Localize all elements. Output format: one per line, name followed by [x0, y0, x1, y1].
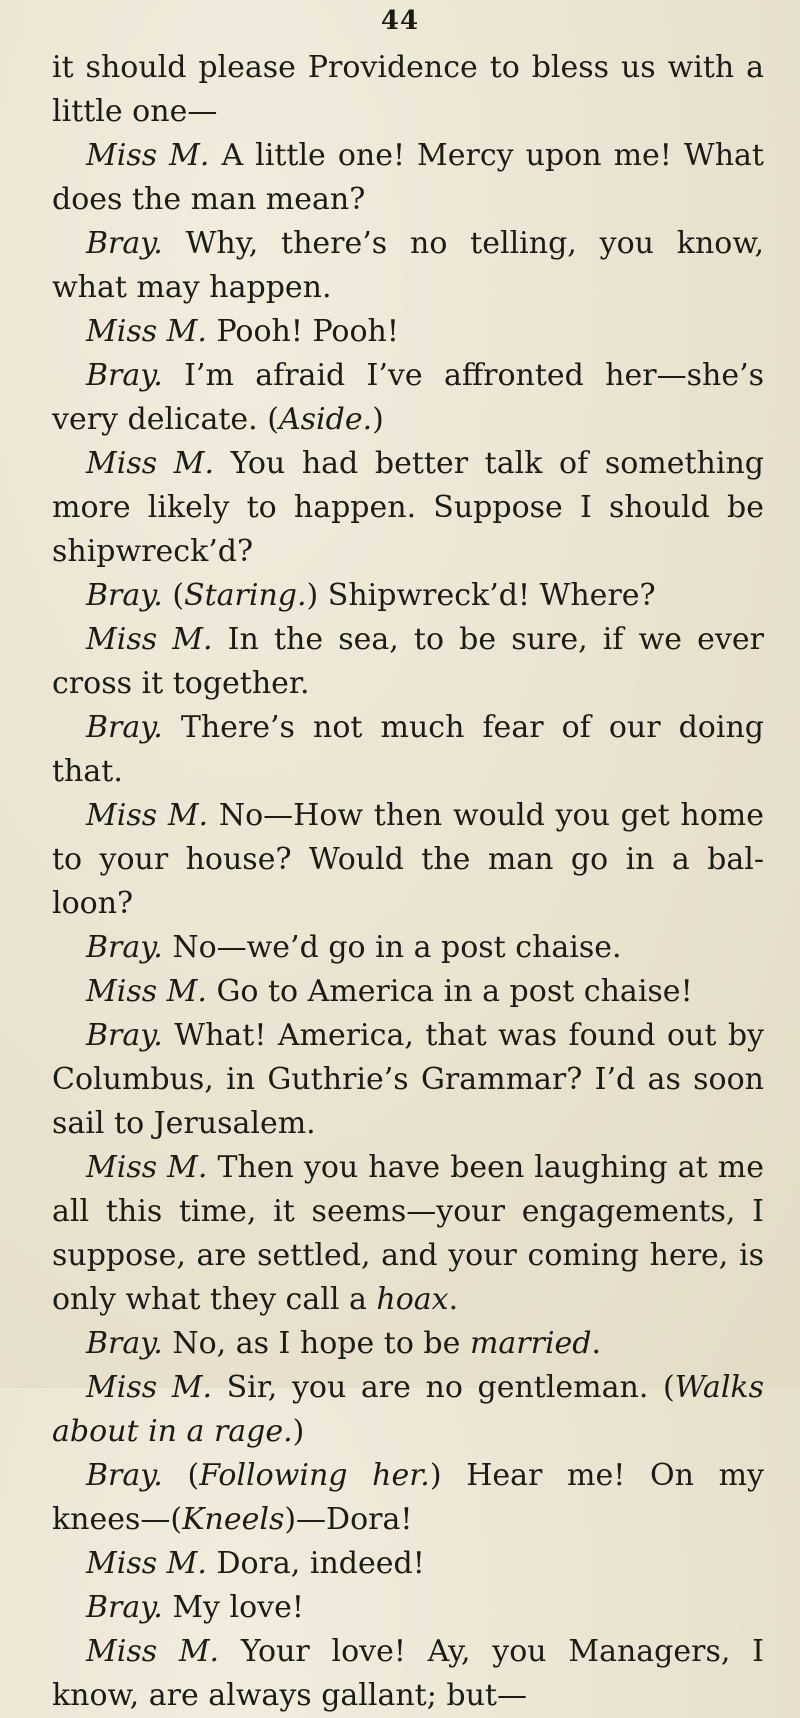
stage-direction: Kneels	[182, 1502, 285, 1537]
stage-direction: Aside.	[278, 402, 373, 437]
speaker-name: Miss M.	[86, 1546, 207, 1581]
dialogue-paragraph	[52, 1630, 764, 1718]
dialogue-paragraph	[52, 134, 764, 222]
dialogue-line-tail: ) Hear me! On my knees—(	[52, 1458, 765, 1537]
speaker-name: Miss M.	[86, 1634, 220, 1669]
dialogue-paragraph	[52, 1366, 764, 1454]
stage-direction: married	[469, 1326, 592, 1361]
dialogue-paragraph	[52, 46, 764, 134]
dialogue-line: My love!	[162, 1590, 304, 1625]
dialogue-line: A little one! Mercy upon me! What does the man mean?	[52, 138, 764, 217]
dialogue-line: Why, there’s no telling, you know, what may happen.	[52, 226, 764, 305]
dialogue-line: it should please Providence to bless us with a little one—	[52, 50, 764, 129]
speaker-name: Bray.	[86, 930, 163, 965]
dialogue-line: Your love! Ay, you Managers, I know, are always gallant; but—	[52, 1634, 764, 1713]
page-number: 44	[380, 6, 420, 36]
dialogue-line: Go to America in a post chaise!	[206, 974, 693, 1009]
dialogue-paragraph	[52, 794, 764, 926]
speaker-name: Miss M.	[86, 138, 210, 173]
dialogue-paragraph	[52, 354, 764, 442]
dialogue-line: No, as I hope to be	[162, 1326, 470, 1361]
speaker-name: Miss M.	[86, 974, 207, 1009]
dialogue-line: No—we’d go in a post chaise.	[162, 930, 622, 965]
speaker-name: Miss M.	[86, 622, 213, 657]
dialogue-line: You had better talk of something more likely to happen. Suppose I should be shipwreck’d?	[52, 446, 764, 569]
speaker-name: Bray.	[86, 226, 163, 261]
stage-direction: Following her.	[199, 1458, 430, 1493]
dialogue-paragraph	[52, 442, 764, 574]
dialogue-paragraph	[52, 310, 764, 354]
speaker-name: Miss M.	[86, 798, 209, 833]
speaker-name: Bray.	[86, 578, 163, 613]
dialogue-line: In the sea, to be sure, if we ever cross it together.	[52, 622, 764, 701]
dialogue-paragraph	[52, 1586, 764, 1630]
speaker-name: Bray.	[86, 358, 163, 393]
dialogue-line: Pooh! Pooh!	[206, 314, 399, 349]
dialogue-paragraph	[52, 222, 764, 310]
dialogue-paragraph	[52, 1146, 764, 1322]
dialogue-paragraph	[52, 1454, 764, 1542]
speaker-name: Miss M.	[86, 1150, 208, 1185]
dialogue-paragraph	[52, 618, 764, 706]
dialogue-paragraph	[52, 1014, 764, 1146]
speaker-name: Bray.	[86, 1326, 163, 1361]
dialogue-line: Dora, indeed!	[206, 1546, 425, 1581]
dialogue-text	[52, 46, 764, 1718]
speaker-name: Miss M.	[86, 446, 214, 481]
speaker-name: Bray.	[86, 1590, 163, 1625]
speaker-name: Bray.	[86, 710, 163, 745]
dialogue-line: No—How then would you get home to your house? Would the man go in a bal-loon?	[52, 798, 764, 921]
dialogue-line: (	[162, 1458, 200, 1493]
dialogue-line-tail: .	[448, 1282, 459, 1317]
dialogue-line-tail: ) Shipwreck’d! Where?	[306, 578, 656, 613]
dialogue-line: There’s not much fear of our doing that.	[52, 710, 764, 789]
speaker-name: Miss M.	[86, 314, 207, 349]
stage-direction: Staring.	[184, 578, 307, 613]
dialogue-line: Sir, you are no gentleman. (	[211, 1370, 675, 1405]
dialogue-paragraph	[52, 970, 764, 1014]
speaker-name: Bray.	[86, 1458, 163, 1493]
dialogue-line: I’m afraid I’ve affronted her—she’s very delicate. (	[52, 358, 764, 437]
dialogue-line: What! America, that was found out by Columbus, in Guthrie’s Grammar? I’d as soon sail to Jerusalem.	[52, 1018, 764, 1141]
dialogue-paragraph	[52, 574, 764, 618]
dialogue-paragraph	[52, 1322, 764, 1366]
dialogue-line: Then you have been laughing at me all this time, it seems—your engagements, I suppose, are settled, and your coming here, is only what they call a	[52, 1150, 764, 1317]
stage-direction: hoax	[376, 1282, 449, 1317]
dialogue-line-tail: )	[372, 402, 384, 437]
dialogue-paragraph	[52, 926, 764, 970]
speaker-name: Miss M.	[86, 1370, 212, 1405]
dialogue-line-tail: )	[292, 1414, 305, 1449]
stage-direction: Walks about in a rage.	[52, 1370, 764, 1449]
dialogue-line-tail: )—Dora!	[284, 1502, 413, 1537]
dialogue-line-tail: .	[591, 1326, 602, 1361]
speaker-name: Bray.	[86, 1018, 163, 1053]
dialogue-line: (	[162, 578, 185, 613]
dialogue-paragraph	[52, 1542, 764, 1586]
dialogue-paragraph	[52, 706, 764, 794]
